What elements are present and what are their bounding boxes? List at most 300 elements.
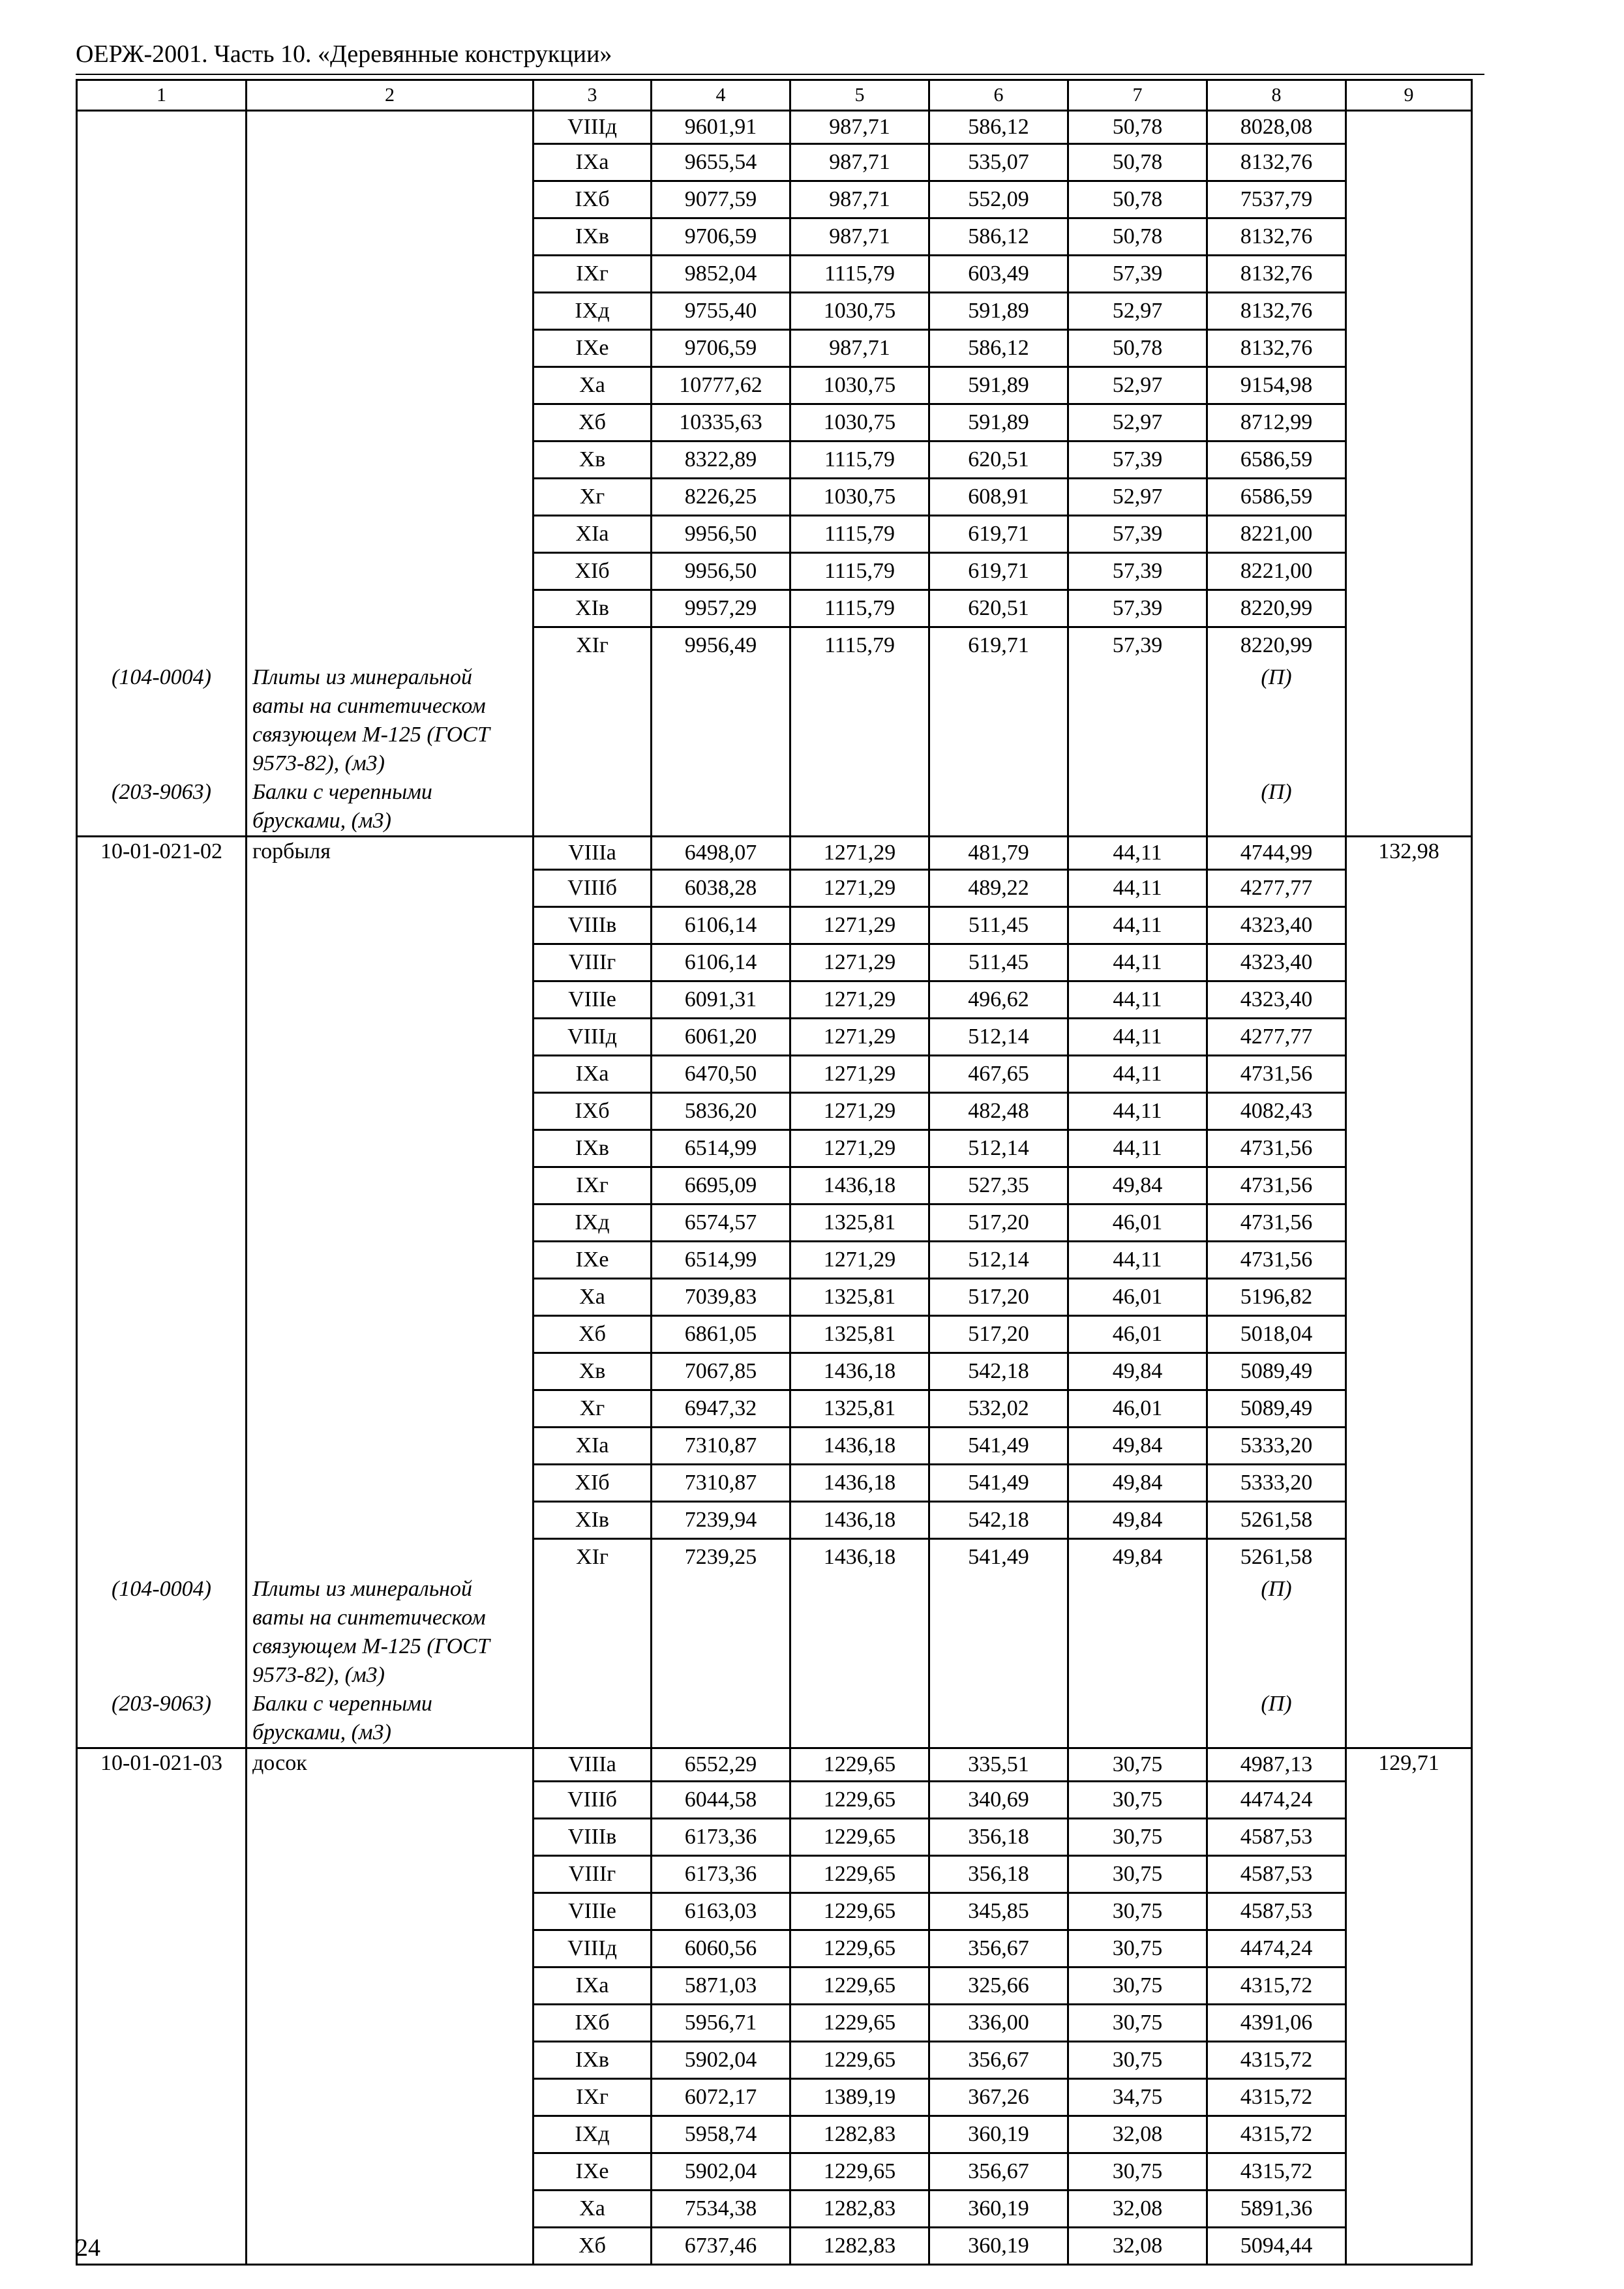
- price-value: 4315,72: [1208, 2154, 1345, 2191]
- price-value: 6060,56: [652, 1931, 789, 1968]
- zone-label: Xб: [534, 405, 650, 442]
- price-value: 367,26: [930, 2080, 1067, 2117]
- zone-label: XIв: [534, 1503, 650, 1540]
- table-body: [77, 111, 1472, 2265]
- price-value: 9956,50: [652, 554, 789, 591]
- price-value: 5956,71: [652, 2005, 789, 2042]
- price-value: 1271,29: [791, 1242, 928, 1279]
- price-value: 1229,65: [791, 2042, 928, 2080]
- price-value: 8028,08: [1208, 112, 1345, 145]
- price-value: 30,75: [1069, 1857, 1206, 1894]
- price-value: 1030,75: [791, 405, 928, 442]
- price-value: 49,84: [1069, 1503, 1206, 1540]
- price-value: 1115,79: [791, 256, 928, 293]
- empty-cell: [1068, 1575, 1207, 1690]
- price-value: 8132,76: [1208, 293, 1345, 331]
- price-value: 44,11: [1069, 837, 1206, 871]
- price-value: 340,69: [930, 1782, 1067, 1819]
- zone-label: IXв: [534, 2042, 650, 2080]
- price-value: 4277,77: [1208, 1019, 1345, 1056]
- price-value: 1436,18: [791, 1168, 928, 1205]
- price-value: 49,84: [1069, 1168, 1206, 1205]
- price-value: 620,51: [930, 442, 1067, 479]
- price-value: 1030,75: [791, 479, 928, 516]
- price-value: 541,49: [930, 1428, 1067, 1465]
- price-value: 6514,99: [652, 1242, 789, 1279]
- price-value: 4315,72: [1208, 2080, 1345, 2117]
- price-value: 1436,18: [823, 1545, 896, 1569]
- price-value: 1271,29: [791, 871, 928, 908]
- price-table: [76, 79, 1473, 2266]
- zone-label: IXа: [534, 1968, 650, 2005]
- price-value: 9755,40: [652, 293, 789, 331]
- price-value: 5902,04: [652, 2154, 789, 2191]
- price-value: 1229,65: [791, 1894, 928, 1931]
- price-value: 1325,81: [791, 1317, 928, 1354]
- price-value: 4323,40: [1208, 982, 1345, 1019]
- price-value: 5261,58: [1240, 1545, 1313, 1569]
- price-value: 5871,03: [652, 1968, 789, 2005]
- price-value: 57,39: [1069, 554, 1206, 591]
- price-value: 356,18: [930, 1819, 1067, 1857]
- price-value: 7310,87: [652, 1465, 789, 1503]
- price-value: 9956,50: [652, 516, 789, 554]
- empty-cell: [1068, 1690, 1207, 1748]
- price-value: 4082,43: [1208, 1094, 1345, 1131]
- empty-cell: [929, 663, 1068, 778]
- section-row: [77, 837, 1472, 1576]
- price-value: 50,78: [1069, 331, 1206, 368]
- price-value: 8221,00: [1208, 516, 1345, 554]
- price-value: 356,67: [930, 2154, 1067, 2191]
- empty-cell: [652, 1690, 790, 1748]
- price-value: 4731,56: [1208, 1056, 1345, 1094]
- material-note-row: [77, 1575, 1472, 1690]
- price-value: 30,75: [1069, 1894, 1206, 1931]
- price-value: 52,97: [1069, 368, 1206, 405]
- zone-label: XIг: [576, 1545, 609, 1569]
- zone-label: XIв: [534, 591, 650, 628]
- price-value: 5333,20: [1208, 1465, 1345, 1503]
- price-value: 4744,99: [1208, 837, 1345, 871]
- price-value: 1115,79: [791, 554, 928, 591]
- price-value: 6586,59: [1208, 442, 1345, 479]
- material-mark: (П): [1207, 663, 1346, 778]
- empty-cell: [929, 778, 1068, 837]
- price-value: 44,11: [1069, 1094, 1206, 1131]
- material-code: (104-0004): [77, 663, 247, 778]
- price-value: 619,71: [930, 554, 1067, 591]
- price-value: 1229,65: [791, 2154, 928, 2191]
- zone-label: VIIIб: [534, 871, 650, 908]
- price-value: 527,35: [930, 1168, 1067, 1205]
- price-value: 49,84: [1069, 1354, 1206, 1391]
- zone-label: VIIIе: [534, 1894, 650, 1931]
- header-rule: [76, 74, 1484, 75]
- price-value: 7534,38: [652, 2191, 789, 2228]
- price-value: 481,79: [930, 837, 1067, 871]
- price-value: 30,75: [1069, 1819, 1206, 1857]
- empty-cell: [652, 1575, 790, 1690]
- section-row: [77, 1748, 1472, 2265]
- section-col9: 132,98: [1346, 837, 1472, 1576]
- price-value: 360,19: [968, 2234, 1029, 2258]
- material-name: Плиты из минеральной ваты на синтетическом связующем М-125 (ГОСТ 9573-82), (м3): [247, 1575, 534, 1690]
- price-value: 6106,14: [652, 908, 789, 945]
- price-value: 44,11: [1069, 871, 1206, 908]
- price-value: 511,45: [930, 945, 1067, 982]
- price-value: 6737,46: [684, 2234, 757, 2258]
- price-value: 541,49: [930, 1465, 1067, 1503]
- price-value: 8132,76: [1208, 145, 1345, 182]
- price-value: 49,84: [1112, 1545, 1163, 1569]
- price-value: 9852,04: [652, 256, 789, 293]
- price-value: 4987,13: [1208, 1749, 1345, 1782]
- price-value: 1271,29: [791, 908, 928, 945]
- price-value: 1271,29: [791, 837, 928, 871]
- section-code: 10-01-021-02: [77, 837, 247, 1576]
- column-header: 1: [77, 80, 247, 111]
- price-value: 30,75: [1069, 2005, 1206, 2042]
- section-col9: 129,71: [1346, 1748, 1472, 2265]
- column-header: 7: [1068, 80, 1207, 111]
- price-value: 1229,65: [791, 2005, 928, 2042]
- value-column: [929, 1748, 1068, 2265]
- price-value: 52,97: [1069, 479, 1206, 516]
- section-col9: [1346, 111, 1472, 664]
- price-value: 591,89: [930, 405, 1067, 442]
- price-value: 1389,19: [791, 2080, 928, 2117]
- section-name: досок: [247, 1748, 534, 2265]
- price-value: 1229,65: [791, 1749, 928, 1782]
- price-value: 4323,40: [1208, 945, 1345, 982]
- price-value: 987,71: [791, 182, 928, 219]
- empty-cell: [1068, 663, 1207, 778]
- value-column: [1207, 111, 1346, 664]
- zone-label: Xа: [534, 2191, 650, 2228]
- price-value: 46,01: [1069, 1279, 1206, 1317]
- price-value: 517,20: [930, 1279, 1067, 1317]
- price-value: 1436,18: [791, 1354, 928, 1391]
- zone-label: IXд: [534, 2117, 650, 2154]
- price-value: 7239,25: [684, 1545, 757, 1569]
- price-value: 32,08: [1069, 2191, 1206, 2228]
- price-value: 335,51: [930, 1749, 1067, 1782]
- material-mark: (П): [1207, 1575, 1346, 1690]
- price-value: 5902,04: [652, 2042, 789, 2080]
- price-value: 360,19: [930, 2191, 1067, 2228]
- price-value: 49,84: [1069, 1428, 1206, 1465]
- value-column: [652, 111, 790, 664]
- price-value: 6514,99: [652, 1131, 789, 1168]
- price-value: 7067,85: [652, 1354, 789, 1391]
- price-value: 6552,29: [652, 1749, 789, 1782]
- empty-cell: [790, 663, 929, 778]
- price-value: 620,51: [930, 591, 1067, 628]
- price-value: 512,14: [930, 1131, 1067, 1168]
- empty-cell: [929, 1690, 1068, 1748]
- price-value: 46,01: [1069, 1205, 1206, 1242]
- price-value: 30,75: [1069, 1931, 1206, 1968]
- empty-cell: [534, 1575, 652, 1690]
- zone-label: XIб: [534, 554, 650, 591]
- zone-label: IXа: [534, 145, 650, 182]
- price-value: 5891,36: [1208, 2191, 1345, 2228]
- price-value: 9706,59: [652, 219, 789, 256]
- empty-cell: [1068, 778, 1207, 837]
- price-value: 4391,06: [1208, 2005, 1345, 2042]
- price-value: 1271,29: [791, 1019, 928, 1056]
- price-value: 482,48: [930, 1094, 1067, 1131]
- zone-label: Xв: [534, 442, 650, 479]
- zone-label: IXб: [534, 1094, 650, 1131]
- price-value: 5094,44: [1240, 2234, 1313, 2258]
- value-column: [652, 837, 790, 1576]
- value-column: [534, 1748, 652, 2265]
- price-value: 49,84: [1069, 1465, 1206, 1503]
- price-value: 1282,83: [791, 2191, 928, 2228]
- price-value: 7310,87: [652, 1428, 789, 1465]
- page-number: 24: [76, 2234, 100, 2262]
- zone-label: IXд: [534, 1205, 650, 1242]
- price-value: 5333,20: [1208, 1428, 1345, 1465]
- price-value: 1030,75: [791, 368, 928, 405]
- price-value: 987,71: [791, 112, 928, 145]
- page-header: ОЕРЖ-2001. Часть 10. «Деревянные конструкции»: [76, 40, 612, 68]
- zone-label: XIа: [534, 1428, 650, 1465]
- empty-cell: [652, 663, 790, 778]
- price-value: 6173,36: [652, 1857, 789, 1894]
- section-code: 10-01-021-03: [77, 1748, 247, 2265]
- column-header: 5: [790, 80, 929, 111]
- zone-label: IXб: [534, 2005, 650, 2042]
- price-value: 44,11: [1069, 1056, 1206, 1094]
- price-value: 5958,74: [652, 2117, 789, 2154]
- price-value: 34,75: [1069, 2080, 1206, 2117]
- price-value: 987,71: [791, 331, 928, 368]
- price-value: 987,71: [791, 219, 928, 256]
- price-value: 7239,94: [652, 1503, 789, 1540]
- material-note-row: [77, 1690, 1472, 1748]
- zone-label: IXв: [534, 1131, 650, 1168]
- price-value: 9655,54: [652, 145, 789, 182]
- material-note-row: [77, 778, 1472, 837]
- value-column: [1068, 1748, 1207, 2265]
- material-name: Балки с черепными брусками, (м3): [247, 1690, 534, 1748]
- price-value: 10777,62: [652, 368, 789, 405]
- value-column: [1207, 1748, 1346, 2265]
- price-value: 8132,76: [1208, 219, 1345, 256]
- zone-label: VIIIв: [534, 908, 650, 945]
- zone-label: IXг: [534, 1168, 650, 1205]
- price-value: 1115,79: [791, 591, 928, 628]
- zone-label: Xг: [534, 479, 650, 516]
- empty-cell: [929, 1575, 1068, 1690]
- price-value: 6106,14: [652, 945, 789, 982]
- material-mark: (П): [1207, 778, 1346, 837]
- price-value: 4315,72: [1208, 2117, 1345, 2154]
- price-value: 32,08: [1112, 2234, 1163, 2258]
- zone-label: XIб: [534, 1465, 650, 1503]
- price-value: 5089,49: [1208, 1354, 1345, 1391]
- zone-label: IXг: [534, 256, 650, 293]
- price-value: 1271,29: [791, 1131, 928, 1168]
- price-value: 608,91: [930, 479, 1067, 516]
- price-value: 46,01: [1069, 1391, 1206, 1428]
- price-value: 9154,98: [1208, 368, 1345, 405]
- price-value: 6947,32: [652, 1391, 789, 1428]
- price-value: 603,49: [930, 256, 1067, 293]
- price-value: 57,39: [1069, 442, 1206, 479]
- zone-label: IXе: [534, 1242, 650, 1279]
- price-value: 496,62: [930, 982, 1067, 1019]
- price-value: 1436,18: [791, 1503, 928, 1540]
- price-value: 345,85: [930, 1894, 1067, 1931]
- empty-cell: [1346, 663, 1472, 778]
- price-value: 987,71: [791, 145, 928, 182]
- price-value: 5836,20: [652, 1094, 789, 1131]
- price-value: 1115,79: [791, 442, 928, 479]
- price-value: 4277,77: [1208, 871, 1345, 908]
- price-value: 356,67: [930, 1931, 1067, 1968]
- price-value: 360,19: [930, 2117, 1067, 2154]
- price-value: 1436,18: [791, 1465, 928, 1503]
- zone-label: IXе: [534, 2154, 650, 2191]
- price-value: 1229,65: [791, 1819, 928, 1857]
- price-value: 50,78: [1069, 145, 1206, 182]
- price-value: 1282,83: [823, 2234, 896, 2258]
- price-value: 356,67: [930, 2042, 1067, 2080]
- price-value: 6044,58: [652, 1782, 789, 1819]
- zone-label: VIIIа: [534, 1749, 650, 1782]
- price-value: 57,39: [1069, 591, 1206, 628]
- price-value: 586,12: [930, 331, 1067, 368]
- zone-label: VIIIд: [534, 1931, 650, 1968]
- price-value: 1115,79: [824, 633, 895, 657]
- price-value: 9706,59: [652, 331, 789, 368]
- price-value: 467,65: [930, 1056, 1067, 1094]
- value-column: [1068, 111, 1207, 664]
- price-value: 8220,99: [1208, 591, 1345, 628]
- zone-label: Xа: [534, 1279, 650, 1317]
- price-value: 30,75: [1069, 1782, 1206, 1819]
- price-value: 52,97: [1069, 293, 1206, 331]
- price-value: 1271,29: [791, 982, 928, 1019]
- price-value: 46,01: [1069, 1317, 1206, 1354]
- price-value: 1271,29: [791, 945, 928, 982]
- price-value: 4587,53: [1208, 1894, 1345, 1931]
- material-code: (104-0004): [77, 1575, 247, 1690]
- zone-label: Xг: [534, 1391, 650, 1428]
- price-value: 50,78: [1069, 219, 1206, 256]
- zone-label: VIIIг: [534, 945, 650, 982]
- column-header: 8: [1207, 80, 1346, 111]
- price-value: 7537,79: [1208, 182, 1345, 219]
- price-value: 591,89: [930, 368, 1067, 405]
- zone-label: VIIIг: [534, 1857, 650, 1894]
- price-value: 44,11: [1069, 908, 1206, 945]
- section-row: [77, 111, 1472, 664]
- section-name: горбыля: [247, 837, 534, 1576]
- section-name: [247, 111, 534, 664]
- zone-label: VIIIд: [534, 1019, 650, 1056]
- price-value: 4731,56: [1208, 1131, 1345, 1168]
- column-header: 3: [534, 80, 652, 111]
- zone-label: IXд: [534, 293, 650, 331]
- material-code: (203-9063): [77, 778, 247, 837]
- price-value: 6091,31: [652, 982, 789, 1019]
- price-value: 1325,81: [791, 1391, 928, 1428]
- price-value: 5196,82: [1208, 1279, 1345, 1317]
- price-value: 1271,29: [791, 1056, 928, 1094]
- price-value: 542,18: [930, 1503, 1067, 1540]
- zone-label: VIIIб: [534, 1782, 650, 1819]
- column-header-row: [77, 80, 1472, 111]
- zone-label: Xа: [534, 368, 650, 405]
- zone-label: IXе: [534, 331, 650, 368]
- material-code: (203-9063): [77, 1690, 247, 1748]
- zone-label: IXа: [534, 1056, 650, 1094]
- column-header: 4: [652, 80, 790, 111]
- column-header: 6: [929, 80, 1068, 111]
- price-value: 1229,65: [791, 1931, 928, 1968]
- price-value: 6072,17: [652, 2080, 789, 2117]
- price-value: 8221,00: [1208, 554, 1345, 591]
- zone-label: VIIIв: [534, 1819, 650, 1857]
- empty-cell: [534, 1690, 652, 1748]
- value-column: [929, 111, 1068, 664]
- price-value: 1282,83: [791, 2117, 928, 2154]
- zone-label: XIг: [576, 633, 609, 657]
- price-value: 4587,53: [1208, 1857, 1345, 1894]
- empty-cell: [790, 1575, 929, 1690]
- zone-label: VIIIа: [534, 837, 650, 871]
- price-value: 32,08: [1069, 2117, 1206, 2154]
- material-note-row: [77, 663, 1472, 778]
- price-value: 4731,56: [1208, 1205, 1345, 1242]
- value-column: [534, 837, 652, 1576]
- price-value: 1229,65: [791, 1782, 928, 1819]
- price-value: 552,09: [930, 182, 1067, 219]
- zone-label: Xб: [534, 1317, 650, 1354]
- price-value: 30,75: [1069, 2042, 1206, 2080]
- zone-label: VIIIе: [534, 982, 650, 1019]
- price-value: 4315,72: [1208, 1968, 1345, 2005]
- price-value: 5089,49: [1208, 1391, 1345, 1428]
- price-value: 6574,57: [652, 1205, 789, 1242]
- empty-cell: [790, 778, 929, 837]
- price-value: 8226,25: [652, 479, 789, 516]
- price-value: 356,18: [930, 1857, 1067, 1894]
- price-value: 50,78: [1069, 182, 1206, 219]
- price-value: 5261,58: [1208, 1503, 1345, 1540]
- section-code: [77, 111, 247, 664]
- material-name: Балки с черепными брусками, (м3): [247, 778, 534, 837]
- price-value: 535,07: [930, 145, 1067, 182]
- price-value: 57,39: [1069, 516, 1206, 554]
- price-value: 44,11: [1069, 1242, 1206, 1279]
- price-value: 512,14: [930, 1019, 1067, 1056]
- empty-cell: [652, 778, 790, 837]
- price-value: 8132,76: [1208, 331, 1345, 368]
- zone-label: Xб: [579, 2234, 606, 2258]
- price-value: 57,39: [1069, 256, 1206, 293]
- price-value: 30,75: [1069, 1749, 1206, 1782]
- price-value: 4587,53: [1208, 1819, 1345, 1857]
- price-value: 591,89: [930, 293, 1067, 331]
- price-value: 489,22: [930, 871, 1067, 908]
- price-value: 6163,03: [652, 1894, 789, 1931]
